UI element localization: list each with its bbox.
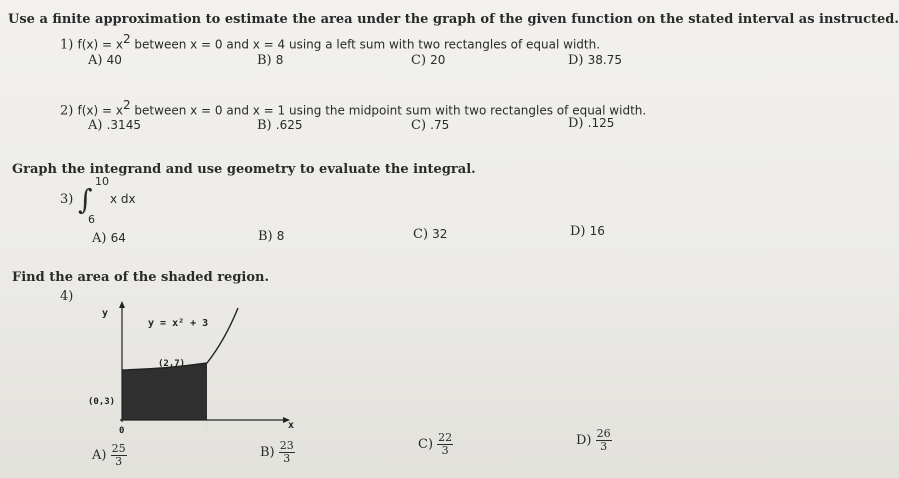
curve-equation: y = x² + 3 (148, 318, 209, 329)
q1-option-b[interactable]: B) 8 (257, 53, 284, 68)
integral-sign: ∫ (78, 183, 93, 216)
section-heading-geometry: Graph the integrand and use geometry to evaluate the integral. (12, 162, 476, 177)
exponent: 2 (122, 32, 131, 46)
question-2 (60, 98, 646, 118)
q4-option-d[interactable]: D) $\frac{26}{3}$ (576, 427, 611, 453)
section-heading-area: Find the area of the shaded region. (12, 270, 269, 285)
function-label: f(x) = x (77, 103, 123, 118)
integrand: x dx (110, 192, 136, 206)
question-text: between x = 0 and x = 1 using the midpoint sum with two rectangles of equal width. (130, 103, 647, 118)
q2-option-a[interactable]: A) .3145 (88, 118, 141, 133)
q4-option-a[interactable]: A) $\frac{25}{3}$ (92, 442, 126, 468)
integral-lower-limit: 6 (88, 213, 95, 226)
q1-option-d[interactable]: D) 38.75 (568, 53, 622, 68)
q3-option-a[interactable]: A) 64 (92, 231, 126, 246)
question-number: 2) (60, 103, 74, 119)
q3-option-d[interactable]: D) 16 (570, 224, 605, 239)
q4-option-b[interactable]: B) $\frac{23}{3}$ (260, 439, 294, 465)
x-tick-label: 2 (204, 422, 210, 432)
area-graph (90, 300, 310, 435)
q1-option-c[interactable]: C) 20 (411, 53, 446, 68)
integral-upper-limit: 10 (95, 175, 109, 188)
origin-label: 0 (119, 426, 125, 436)
y-axis-label: y (102, 308, 109, 319)
fraction: $\frac{23}{3}$ (279, 439, 294, 465)
q2-option-d[interactable]: D) .125 (568, 116, 615, 131)
question-1 (60, 32, 600, 52)
x-axis-label: x (288, 420, 295, 431)
point-label-top: (2,7) (158, 359, 186, 369)
q3-option-b[interactable]: B) 8 (258, 229, 285, 244)
question-number: 1) (60, 37, 74, 53)
fraction: $\frac{22}{3}$ (438, 431, 453, 457)
q4-option-c[interactable]: C) $\frac{22}{3}$ (418, 431, 453, 457)
q2-option-b[interactable]: B) .625 (257, 118, 303, 133)
instructions-heading: Use a finite approximation to estimate the area under the graph of the given function on the stated interval as instructed. (8, 12, 899, 27)
shaded-region (122, 363, 207, 420)
q3-option-c[interactable]: C) 32 (413, 227, 448, 242)
question-number: 3) (60, 192, 74, 207)
q2-option-c[interactable]: C) .75 (411, 118, 450, 133)
question-text: between x = 0 and x = 4 using a left sum with two rectangles of equal width. (130, 37, 601, 52)
function-label: f(x) = x (77, 37, 123, 52)
y-axis-arrow (119, 301, 125, 308)
fraction: $\frac{25}{3}$ (111, 442, 126, 468)
question-number: 4) (60, 289, 74, 304)
point-label-left: (0,3) (88, 397, 116, 407)
q1-option-a[interactable]: A) 40 (88, 53, 122, 68)
exponent: 2 (122, 98, 131, 112)
fraction: $\frac{26}{3}$ (596, 427, 611, 453)
